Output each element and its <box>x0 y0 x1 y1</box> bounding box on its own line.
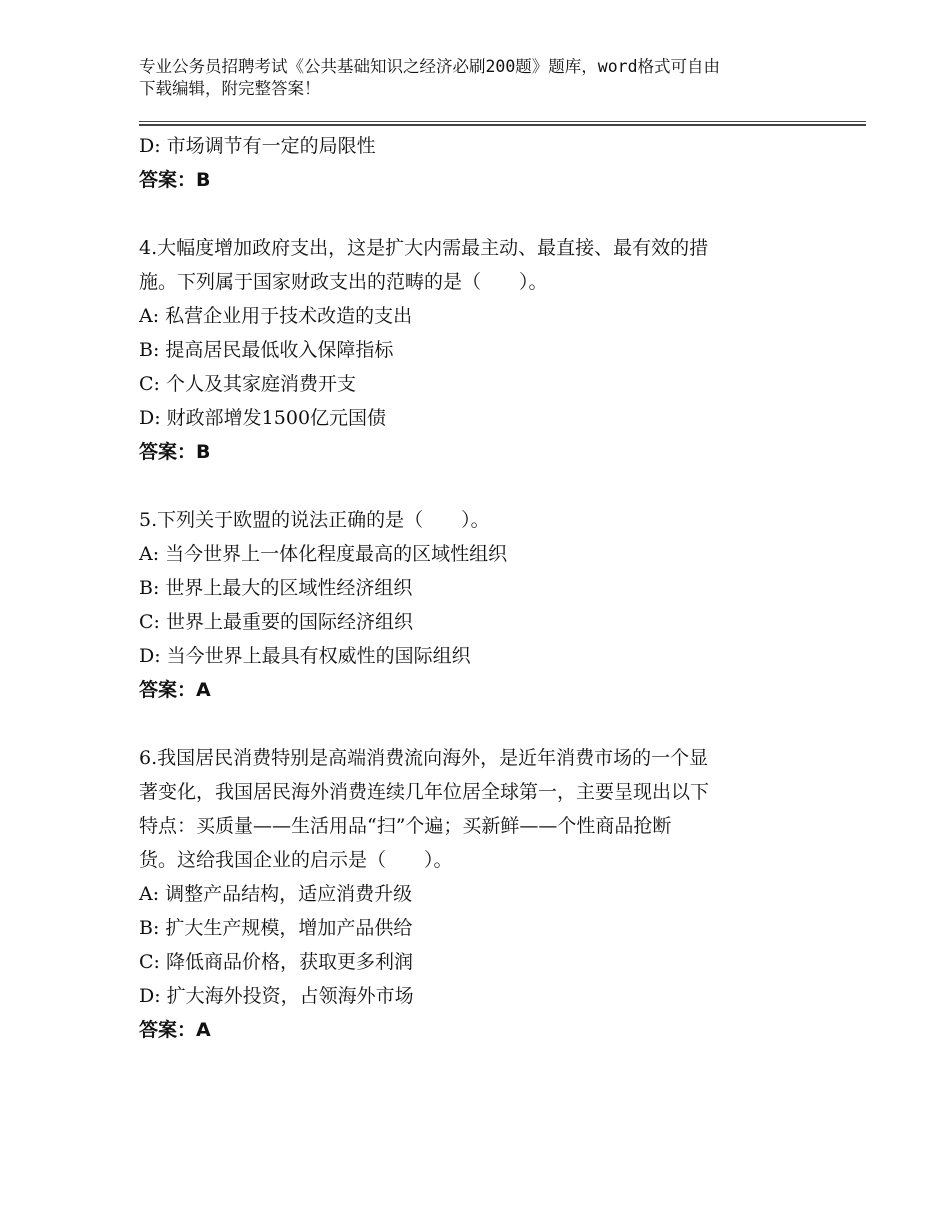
q6-stem-line-4: 货。这给我国企业的启示是（ ）。 <box>139 849 453 871</box>
question-content <box>139 129 819 1047</box>
q3-option-d: D: 市场调节有一定的局限性 <box>139 135 376 157</box>
header-rule-thick <box>139 124 866 126</box>
q6-stem-line-2: 著变化，我国居民海外消费连续几年位居全球第一，主要呈现出以下 <box>139 781 710 803</box>
q4-option-a: A: 私营企业用于技术改造的支出 <box>139 305 413 327</box>
q5-option-a: A: 当今世界上一体化程度最高的区域性组织 <box>139 543 508 565</box>
question-5 <box>139 503 819 707</box>
question-3-tail <box>139 129 819 197</box>
q6-option-d: D: 扩大海外投资，占领海外市场 <box>139 985 414 1007</box>
q4-answer: 答案：B <box>139 441 211 463</box>
spacer <box>139 707 819 741</box>
q5-stem-line-1: 5.下列关于欧盟的说法正确的是（ ）。 <box>139 509 490 531</box>
q6-option-c: C: 降低商品价格，获取更多利润 <box>139 951 413 973</box>
q5-option-c: C: 世界上最重要的国际经济组织 <box>139 611 413 633</box>
header-line-2: 下载编辑，附完整答案！ <box>139 79 321 98</box>
header-rule-thin <box>139 121 866 122</box>
q6-stem-line-3: 特点：买质量——生活用品“扫”个遍；买新鲜——个性商品抢断 <box>139 815 672 837</box>
spacer <box>139 469 819 503</box>
q5-answer: 答案：A <box>139 679 211 701</box>
q6-option-a: A: 调整产品结构，适应消费升级 <box>139 883 413 905</box>
q6-answer: 答案：A <box>139 1019 211 1041</box>
q4-stem-line-2: 施。下列属于国家财政支出的范畴的是（ ）。 <box>139 271 548 293</box>
q4-option-d: D: 财政部增发1500亿元国债 <box>139 407 387 429</box>
q5-option-d: D: 当今世界上最具有权威性的国际组织 <box>139 645 471 667</box>
q4-option-b: B: 提高居民最低收入保障指标 <box>139 339 394 361</box>
q5-option-b: B: 世界上最大的区域性经济组织 <box>139 577 413 599</box>
question-4 <box>139 231 819 469</box>
header-line-1: 专业公务员招聘考试《公共基础知识之经济必刷200题》题库，word格式可自由 <box>139 57 721 76</box>
q3-answer: 答案：B <box>139 169 211 191</box>
q4-stem-line-1: 4.大幅度增加政府支出，这是扩大内需最主动、最直接、最有效的措 <box>139 237 709 259</box>
q6-stem-line-1: 6.我国居民消费特别是高端消费流向海外，是近年消费市场的一个显 <box>139 747 709 769</box>
page-header <box>139 56 809 100</box>
q4-option-c: C: 个人及其家庭消费开支 <box>139 373 356 395</box>
question-6 <box>139 741 819 1047</box>
q6-option-b: B: 扩大生产规模，增加产品供给 <box>139 917 413 939</box>
spacer <box>139 197 819 231</box>
